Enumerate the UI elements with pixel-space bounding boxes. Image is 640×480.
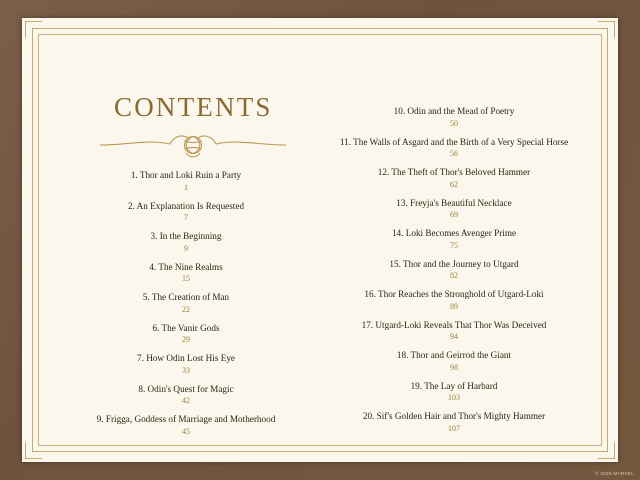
toc-entry-title: 2. An Explanation Is Requested <box>127 200 245 211</box>
toc-entry-title: 13. Freyja's Beautiful Necklace <box>396 197 512 208</box>
contents-column-left <box>52 48 320 445</box>
toc-entry-title: 3. In the Beginning <box>150 231 222 241</box>
toc-entry-title: 14. Loki Becomes Avenger Prime <box>391 228 517 238</box>
content-area <box>52 48 588 436</box>
contents-column-right <box>320 48 588 445</box>
toc-entry-title: 20. Sif's Golden Hair and Thor's Mighty Hammer <box>362 411 546 421</box>
toc-entry[interactable] <box>52 384 320 406</box>
corner-notch-bottom-right-icon <box>598 442 615 459</box>
toc-entry-title: 1. Thor and Loki Ruin a Party <box>130 170 242 180</box>
toc-entry-title: 7. How Odin Lost His Eye <box>137 353 235 363</box>
toc-entry-page: 56 <box>450 149 458 158</box>
toc-entry-title: 10. Odin and the Mead of Poetry <box>393 106 515 116</box>
toc-entry[interactable] <box>320 289 588 311</box>
toc-entry[interactable] <box>320 350 588 372</box>
corner-notch-top-left-icon <box>25 21 42 38</box>
toc-entry[interactable] <box>320 137 588 159</box>
toc-entry-page: 98 <box>450 362 458 372</box>
toc-entry-page: 75 <box>450 240 458 250</box>
toc-entry[interactable] <box>52 262 320 284</box>
toc-entry[interactable] <box>52 292 320 314</box>
toc-entry[interactable] <box>320 259 588 281</box>
toc-entry-title: 4. The Nine Realms <box>149 261 223 272</box>
toc-entry[interactable] <box>320 320 588 342</box>
toc-entry-page: 82 <box>450 271 458 280</box>
toc-entry-title: 16. Thor Reaches the Stronghold of Utgard-Loki <box>364 289 544 299</box>
toc-entry-title: 17. Utgard-Loki Reveals That Thor Was Deceived <box>361 319 547 330</box>
toc-entry-title: 8. Odin's Quest for Magic <box>138 383 234 394</box>
toc-entry[interactable] <box>52 170 320 192</box>
toc-entry[interactable] <box>320 228 588 250</box>
toc-entry-title: 5. The Creation of Man <box>142 292 230 302</box>
toc-entry-page: 15 <box>182 274 190 283</box>
toc-entry[interactable] <box>52 201 320 223</box>
toc-entry-page: 50 <box>450 118 458 128</box>
toc-entry-page: 33 <box>182 365 190 375</box>
toc-entry-title: 9. Frigga, Goddess of Marriage and Motherhood <box>96 414 276 424</box>
toc-entry-title: 6. The Vanir Gods <box>152 322 220 333</box>
toc-entry[interactable] <box>320 411 588 433</box>
toc-entry[interactable] <box>320 106 588 128</box>
toc-entry-page: 42 <box>182 396 190 405</box>
toc-entry-page: 29 <box>182 335 190 344</box>
corner-notch-bottom-left-icon <box>25 442 42 459</box>
toc-entry-title: 19. The Lay of Harbard <box>410 380 498 391</box>
toc-entry[interactable] <box>52 231 320 253</box>
toc-entry-title: 18. Thor and Geirrod the Giant <box>396 350 512 360</box>
corner-notch-top-right-icon <box>598 21 615 38</box>
toc-entry-page: 22 <box>182 304 190 314</box>
toc-entry-page: 107 <box>448 423 460 433</box>
toc-entry-title: 15. Thor and the Journey to Utgard <box>389 258 519 269</box>
toc-entry-page: 62 <box>450 179 458 189</box>
toc-entry[interactable] <box>52 353 320 375</box>
toc-entry[interactable] <box>52 323 320 345</box>
page-title: CONTENTS <box>114 92 273 122</box>
contents-columns <box>52 48 588 445</box>
table-of-contents-page <box>22 18 618 462</box>
toc-entry-page: 94 <box>450 332 458 341</box>
toc-entry-page: 9 <box>184 243 188 253</box>
copyright-notice: © 2025 MARVEL <box>595 471 634 476</box>
toc-entry-page: 1 <box>184 182 188 192</box>
toc-entry-title: 12. The Theft of Thor's Beloved Hammer <box>377 167 531 177</box>
toc-entry-page: 103 <box>448 393 460 402</box>
toc-entry-title: 11. The Walls of Asgard and the Birth of a Very Special Horse <box>339 136 569 147</box>
toc-entry-page: 69 <box>450 210 458 219</box>
toc-entry[interactable] <box>52 414 320 436</box>
toc-entry[interactable] <box>320 167 588 189</box>
toc-entry-page: 89 <box>450 301 458 311</box>
toc-entry[interactable] <box>320 198 588 220</box>
toc-entry-page: 7 <box>184 213 188 222</box>
toc-entry[interactable] <box>320 381 588 403</box>
toc-entry-page: 45 <box>182 426 190 436</box>
